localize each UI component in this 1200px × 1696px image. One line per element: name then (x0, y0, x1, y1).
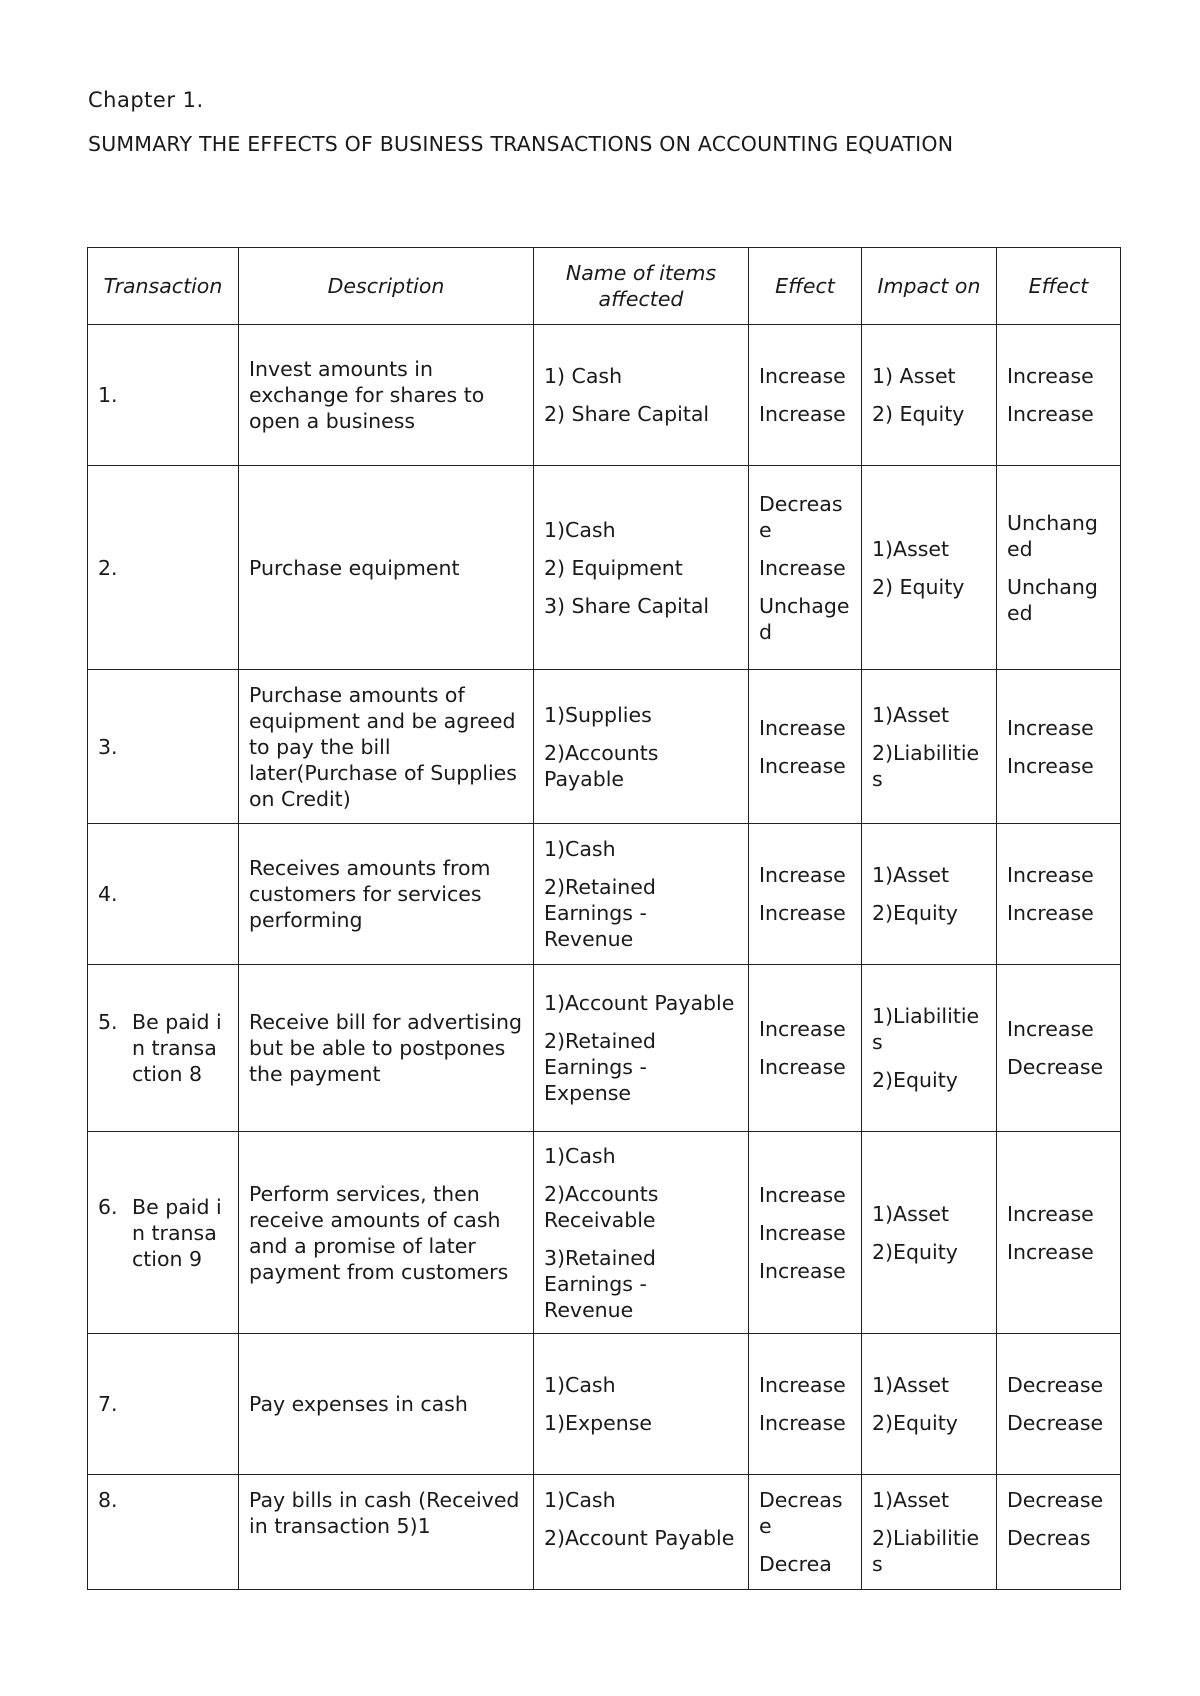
transaction-cell (88, 325, 239, 466)
item-entry: 1)Cash (544, 1488, 616, 1512)
impact-entry: 1)Asset (872, 863, 950, 887)
transaction-note: Be paid in transaction 8 (132, 1010, 222, 1086)
description-cell: Perform services, then receive amounts of cash and a promise of later payment from customers (239, 1132, 534, 1334)
final-effect-entry: Decreas (1007, 1526, 1091, 1550)
effect-cell (749, 1334, 862, 1475)
item-entry: 1)Account Payable (544, 991, 735, 1015)
header-impact-on: Impact on (862, 248, 997, 325)
final-effect-cell (997, 466, 1121, 670)
final-effect-entry: Unchanged (1007, 510, 1098, 561)
transaction-cell (88, 1132, 239, 1334)
effect-entry: Unchaged (759, 593, 850, 644)
table-row (88, 824, 1121, 965)
impact-entry: 1)Asset (872, 536, 950, 561)
impact-entry: 2)Equity (872, 1068, 958, 1092)
impact-entry: 1)Asset (872, 1373, 950, 1397)
table-row (88, 1475, 1121, 1590)
impact-entry: 2) Equity (872, 574, 965, 599)
transaction-cell (88, 1475, 239, 1590)
transaction-note: Be paid in transaction 9 (132, 1194, 222, 1271)
item-entry: 1)Cash (544, 1143, 616, 1168)
description-cell: Purchase amounts of equipment and be agreed to pay the bill later(Purchase of Supplies on Credit) (239, 670, 534, 824)
effect-entry: Increase (759, 1055, 846, 1079)
effect-entry: Increase (759, 402, 846, 426)
impact-cell (862, 670, 997, 824)
final-effect-cell (997, 1334, 1121, 1475)
impact-cell (862, 325, 997, 466)
effect-entry: Increase (759, 753, 846, 778)
table-row (88, 1334, 1121, 1475)
effect-entry: Increase (759, 1411, 846, 1435)
items-cell (534, 670, 749, 824)
items-cell (534, 325, 749, 466)
transaction-cell (88, 670, 239, 824)
description-cell: Purchase equipment (239, 466, 534, 670)
effect-entry: Decrease (759, 491, 843, 542)
description-cell: Invest amounts in exchange for shares to open a business (239, 325, 534, 466)
final-effect-cell (997, 965, 1121, 1132)
transaction-number: 2. (98, 555, 118, 580)
impact-entry: 1)Asset (872, 702, 950, 727)
header-items-affected: Name of items affected (534, 248, 749, 325)
impact-entry: 2)Equity (872, 1411, 958, 1435)
table-row (88, 1132, 1121, 1334)
item-entry: 2)Accounts Payable (544, 740, 659, 791)
impact-cell (862, 1475, 997, 1590)
final-effect-entry: Increase (1007, 1239, 1094, 1264)
final-effect-entry: Increase (1007, 753, 1094, 778)
final-effect-cell (997, 670, 1121, 824)
effect-entry: Increase (759, 715, 846, 740)
effect-cell (749, 466, 862, 670)
effect-entry: Increase (759, 1220, 846, 1245)
table-header-row (88, 248, 1121, 325)
header-transaction: Transaction (88, 248, 239, 325)
final-effect-entry: Decrease (1007, 1373, 1104, 1397)
final-effect-cell (997, 1475, 1121, 1590)
transactions-table (87, 247, 1121, 1590)
final-effect-entry: Unchanged (1007, 574, 1098, 625)
item-entry: 1)Cash (544, 517, 616, 542)
transaction-number: 1. (98, 383, 118, 407)
table-row (88, 965, 1121, 1132)
impact-cell (862, 824, 997, 965)
effect-entry: Increase (759, 1373, 846, 1397)
final-effect-entry: Decrease (1007, 1488, 1104, 1512)
final-effect-entry: Increase (1007, 901, 1094, 925)
table-row (88, 325, 1121, 466)
impact-cell (862, 965, 997, 1132)
item-entry: 2)Accounts Receivable (544, 1181, 659, 1232)
transaction-number: 3. (98, 734, 118, 759)
transaction-cell (88, 824, 239, 965)
items-cell (534, 1475, 749, 1590)
item-entry: 1)Supplies (544, 702, 652, 727)
effect-entry: Decrease (759, 1488, 843, 1538)
effect-entry: Decrea (759, 1552, 832, 1576)
impact-entry: 1)Asset (872, 1201, 950, 1226)
impact-cell (862, 1334, 997, 1475)
transaction-number: 7. (98, 1392, 118, 1416)
item-entry: 2) Share Capital (544, 402, 710, 426)
impact-entry: 2)Equity (872, 1239, 958, 1264)
effect-cell (749, 824, 862, 965)
impact-entry: 2)Liabilities (872, 740, 980, 791)
effect-entry: Increase (759, 1258, 846, 1283)
description-cell: Receives amounts from customers for services performing (239, 824, 534, 965)
impact-entry: 2)Liabilities (872, 1526, 980, 1576)
item-entry: 2)Retained Earnings - Expense (544, 1029, 656, 1105)
item-entry: 1)Cash (544, 837, 616, 861)
items-cell (534, 965, 749, 1132)
item-entry: 3) Share Capital (544, 593, 710, 618)
transaction-cell (88, 1334, 239, 1475)
item-entry: 2) Equipment (544, 555, 683, 580)
item-entry: 2)Account Payable (544, 1526, 735, 1550)
items-cell (534, 1132, 749, 1334)
transaction-number: 8. (98, 1488, 118, 1512)
impact-cell (862, 1132, 997, 1334)
transaction-number: 5. (98, 1010, 118, 1034)
description-cell: Pay expenses in cash (239, 1334, 534, 1475)
transaction-cell (88, 965, 239, 1132)
final-effect-entry: Increase (1007, 863, 1094, 887)
item-entry: 1)Expense (544, 1411, 653, 1435)
header-effect: Effect (749, 248, 862, 325)
effect-entry: Increase (759, 364, 846, 388)
final-effect-entry: Decrease (1007, 1411, 1104, 1435)
final-effect-entry: Increase (1007, 715, 1094, 740)
final-effect-entry: Increase (1007, 402, 1094, 426)
items-cell (534, 1334, 749, 1475)
items-cell (534, 466, 749, 670)
effect-cell (749, 965, 862, 1132)
transaction-number: 6. (98, 1194, 118, 1219)
effect-entry: Increase (759, 1017, 846, 1041)
impact-entry: 1)Liabilities (872, 1004, 980, 1054)
final-effect-cell (997, 325, 1121, 466)
final-effect-entry: Increase (1007, 1201, 1094, 1226)
description-cell: Pay bills in cash (Received in transaction 5)1 (239, 1475, 534, 1590)
final-effect-entry: Increase (1007, 1017, 1094, 1041)
effect-cell (749, 1132, 862, 1334)
effect-cell (749, 670, 862, 824)
final-effect-entry: Decrease (1007, 1055, 1104, 1079)
header-description: Description (239, 248, 534, 325)
impact-entry: 1) Asset (872, 364, 956, 388)
item-entry: 1)Cash (544, 1373, 616, 1397)
table-row (88, 466, 1121, 670)
effect-cell (749, 1475, 862, 1590)
impact-cell (862, 466, 997, 670)
document-title: SUMMARY THE EFFECTS OF BUSINESS TRANSACTIONS ON ACCOUNTING EQUATION (88, 132, 954, 156)
impact-entry: 2) Equity (872, 402, 965, 426)
header-effect-2: Effect (997, 248, 1121, 325)
table-row (88, 670, 1121, 824)
transaction-number: 4. (98, 882, 118, 906)
impact-entry: 2)Equity (872, 901, 958, 925)
final-effect-entry: Increase (1007, 364, 1094, 388)
effect-entry: Increase (759, 555, 846, 580)
item-entry: 3)Retained Earnings - Revenue (544, 1245, 656, 1322)
transaction-cell (88, 466, 239, 670)
item-entry: 1) Cash (544, 364, 623, 388)
chapter-heading: Chapter 1. (88, 88, 204, 112)
effect-entry: Increase (759, 863, 846, 887)
effect-entry: Increase (759, 1182, 846, 1207)
items-cell (534, 824, 749, 965)
final-effect-cell (997, 1132, 1121, 1334)
description-cell: Receive bill for advertising but be able to postpones the payment (239, 965, 534, 1132)
impact-entry: 1)Asset (872, 1488, 950, 1512)
item-entry: 2)Retained Earnings - Revenue (544, 875, 656, 951)
final-effect-cell (997, 824, 1121, 965)
effect-entry: Increase (759, 901, 846, 925)
effect-cell (749, 325, 862, 466)
